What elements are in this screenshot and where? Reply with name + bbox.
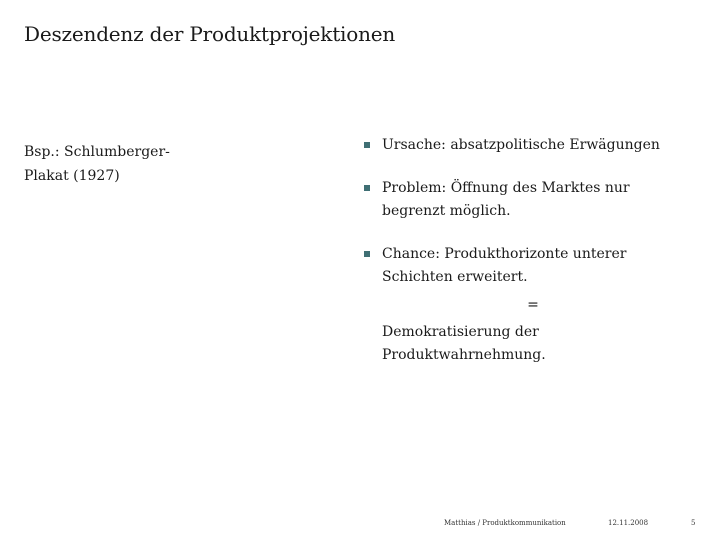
- bullet-item-chance: [364, 243, 684, 367]
- footer-date: 12.11.2008: [608, 519, 649, 527]
- conclusion-text: Demokratisierung der Produktwahrnehmung.: [382, 324, 546, 363]
- footer-page-number: 5: [691, 519, 696, 527]
- footer-source: Matthias / Produktkommunikation: [444, 519, 566, 527]
- bullet-item-cause: [364, 134, 684, 157]
- equals-sign: =: [527, 297, 539, 313]
- square-bullet-icon: [364, 142, 370, 148]
- bullet-item-problem: [364, 177, 684, 223]
- bullet-list: [364, 134, 684, 367]
- square-bullet-icon: [364, 185, 370, 191]
- bullet-text: Problem: Öffnung des Marktes nur begrenzt möglich.: [382, 180, 630, 219]
- bullet-text: Ursache: absatzpolitische Erwägungen: [382, 137, 660, 153]
- slide-title: Deszendenz der Produktprojektionen: [24, 22, 396, 46]
- bullet-text: Chance: Produkthorizonte unterer Schichten erweitert.: [382, 246, 627, 285]
- square-bullet-icon: [364, 251, 370, 257]
- image-caption: Bsp.: Schlumberger-Plakat (1927): [24, 144, 170, 184]
